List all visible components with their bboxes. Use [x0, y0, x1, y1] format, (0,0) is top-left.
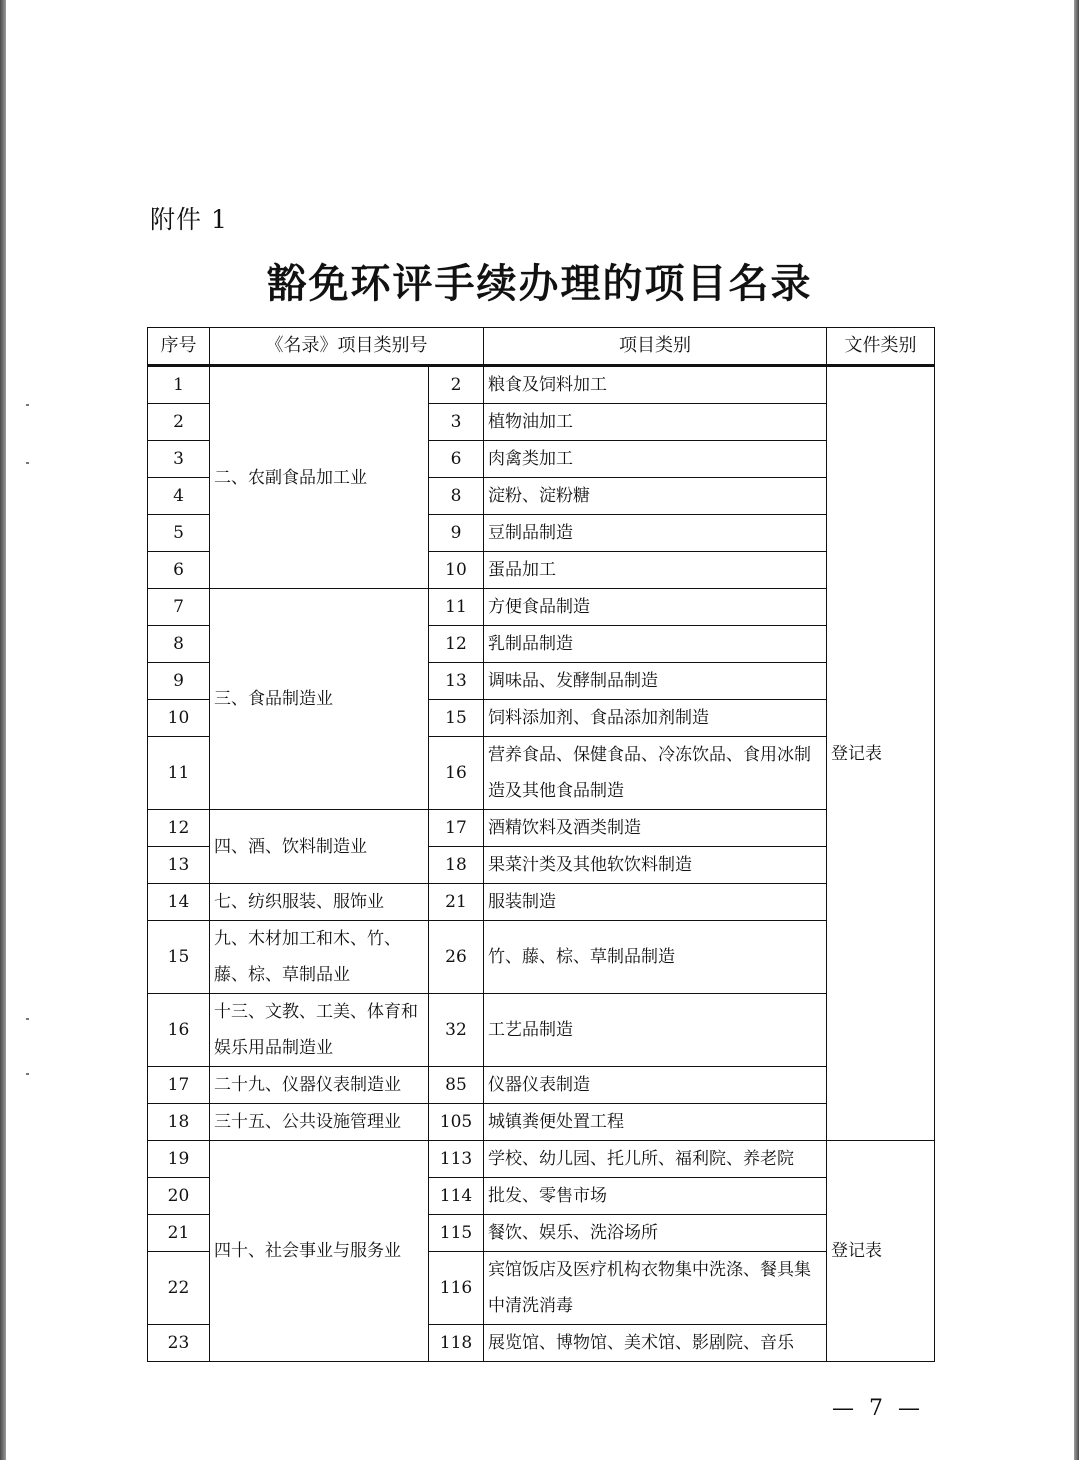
table-row	[148, 994, 935, 1067]
scan-speck	[26, 404, 29, 406]
doc-type-cell: 登记表	[827, 366, 935, 1141]
row-category: 粮食及饲料加工	[484, 366, 827, 404]
row-category: 城镇粪便处置工程	[484, 1104, 827, 1141]
row-seq: 5	[148, 515, 210, 552]
row-catalog-no: 3	[429, 404, 484, 441]
table-row	[148, 1141, 935, 1178]
scan-speck	[26, 1018, 29, 1020]
row-catalog-no: 15	[429, 700, 484, 737]
row-category: 竹、藤、棕、草制品制造	[484, 921, 827, 994]
row-category: 豆制品制造	[484, 515, 827, 552]
row-catalog-no: 113	[429, 1141, 484, 1178]
header-catalog-no: 《名录》项目类别号	[210, 328, 484, 366]
row-catalog-no: 11	[429, 589, 484, 626]
row-catalog-no: 85	[429, 1067, 484, 1104]
row-category: 酒精饮料及酒类制造	[484, 810, 827, 847]
row-category: 植物油加工	[484, 404, 827, 441]
exemption-catalog-table	[147, 327, 935, 1362]
group-label: 三十五、公共设施管理业	[210, 1104, 429, 1141]
row-category: 展览馆、博物馆、美术馆、影剧院、音乐	[484, 1325, 827, 1362]
row-catalog-no: 17	[429, 810, 484, 847]
row-catalog-no: 16	[429, 737, 484, 810]
row-seq: 21	[148, 1215, 210, 1252]
table-row	[148, 366, 935, 404]
row-catalog-no: 105	[429, 1104, 484, 1141]
group-label: 二十九、仪器仪表制造业	[210, 1067, 429, 1104]
header-seq: 序号	[148, 328, 210, 366]
row-seq: 7	[148, 589, 210, 626]
row-catalog-no: 10	[429, 552, 484, 589]
table-header-row	[148, 328, 935, 366]
row-seq: 12	[148, 810, 210, 847]
scan-frame-right	[1074, 0, 1079, 1460]
row-category: 果菜汁类及其他软饮料制造	[484, 847, 827, 884]
row-catalog-no: 26	[429, 921, 484, 994]
header-category: 项目类别	[484, 328, 827, 366]
row-seq: 23	[148, 1325, 210, 1362]
row-seq: 6	[148, 552, 210, 589]
row-category: 乳制品制造	[484, 626, 827, 663]
group-label: 九、木材加工和木、竹、藤、棕、草制品业	[210, 921, 429, 994]
header-doc-type: 文件类别	[827, 328, 935, 366]
row-category: 服装制造	[484, 884, 827, 921]
row-seq: 2	[148, 404, 210, 441]
row-seq: 15	[148, 921, 210, 994]
group-label: 二、农副食品加工业	[210, 366, 429, 589]
row-catalog-no: 18	[429, 847, 484, 884]
row-seq: 4	[148, 478, 210, 515]
row-category: 淀粉、淀粉糖	[484, 478, 827, 515]
attachment-label: 附件 1	[150, 205, 228, 234]
row-catalog-no: 114	[429, 1178, 484, 1215]
row-catalog-no: 32	[429, 994, 484, 1067]
group-label: 十三、文教、工美、体育和娱乐用品制造业	[210, 994, 429, 1067]
group-label: 四、酒、饮料制造业	[210, 810, 429, 884]
row-seq: 14	[148, 884, 210, 921]
doc-type-cell: 登记表	[827, 1141, 935, 1362]
scan-speck	[26, 462, 29, 464]
row-seq: 9	[148, 663, 210, 700]
scan-frame-left	[0, 0, 6, 1460]
row-category: 工艺品制造	[484, 994, 827, 1067]
document-title: 豁免环评手续办理的项目名录	[266, 260, 813, 307]
row-seq: 10	[148, 700, 210, 737]
row-catalog-no: 21	[429, 884, 484, 921]
scan-speck	[26, 1073, 29, 1075]
row-category: 宾馆饭店及医疗机构衣物集中洗涤、餐具集中清洗消毒	[484, 1252, 827, 1325]
row-catalog-no: 9	[429, 515, 484, 552]
row-category: 学校、幼儿园、托儿所、福利院、养老院	[484, 1141, 827, 1178]
group-label: 七、纺织服装、服饰业	[210, 884, 429, 921]
row-seq: 1	[148, 366, 210, 404]
table-row	[148, 921, 935, 994]
table-row	[148, 884, 935, 921]
row-catalog-no: 116	[429, 1252, 484, 1325]
row-category: 调味品、发酵制品制造	[484, 663, 827, 700]
row-seq: 19	[148, 1141, 210, 1178]
table-row	[148, 810, 935, 847]
table-row	[148, 1104, 935, 1141]
page-number: — 7 —	[832, 1396, 924, 1421]
row-seq: 8	[148, 626, 210, 663]
group-label: 四十、社会事业与服务业	[210, 1141, 429, 1362]
row-seq: 16	[148, 994, 210, 1067]
row-category: 饲料添加剂、食品添加剂制造	[484, 700, 827, 737]
row-seq: 3	[148, 441, 210, 478]
row-catalog-no: 13	[429, 663, 484, 700]
row-seq: 11	[148, 737, 210, 810]
table-row	[148, 1067, 935, 1104]
row-seq: 22	[148, 1252, 210, 1325]
row-category: 蛋品加工	[484, 552, 827, 589]
row-category: 餐饮、娱乐、洗浴场所	[484, 1215, 827, 1252]
row-category: 方便食品制造	[484, 589, 827, 626]
row-seq: 13	[148, 847, 210, 884]
row-catalog-no: 8	[429, 478, 484, 515]
row-seq: 20	[148, 1178, 210, 1215]
row-catalog-no: 6	[429, 441, 484, 478]
row-seq: 18	[148, 1104, 210, 1141]
group-label: 三、食品制造业	[210, 589, 429, 810]
row-category: 批发、零售市场	[484, 1178, 827, 1215]
row-catalog-no: 2	[429, 366, 484, 404]
row-category: 肉禽类加工	[484, 441, 827, 478]
row-catalog-no: 12	[429, 626, 484, 663]
row-catalog-no: 115	[429, 1215, 484, 1252]
row-category: 营养食品、保健食品、冷冻饮品、食用冰制造及其他食品制造	[484, 737, 827, 810]
table-row	[148, 589, 935, 626]
row-catalog-no: 118	[429, 1325, 484, 1362]
row-seq: 17	[148, 1067, 210, 1104]
row-category: 仪器仪表制造	[484, 1067, 827, 1104]
